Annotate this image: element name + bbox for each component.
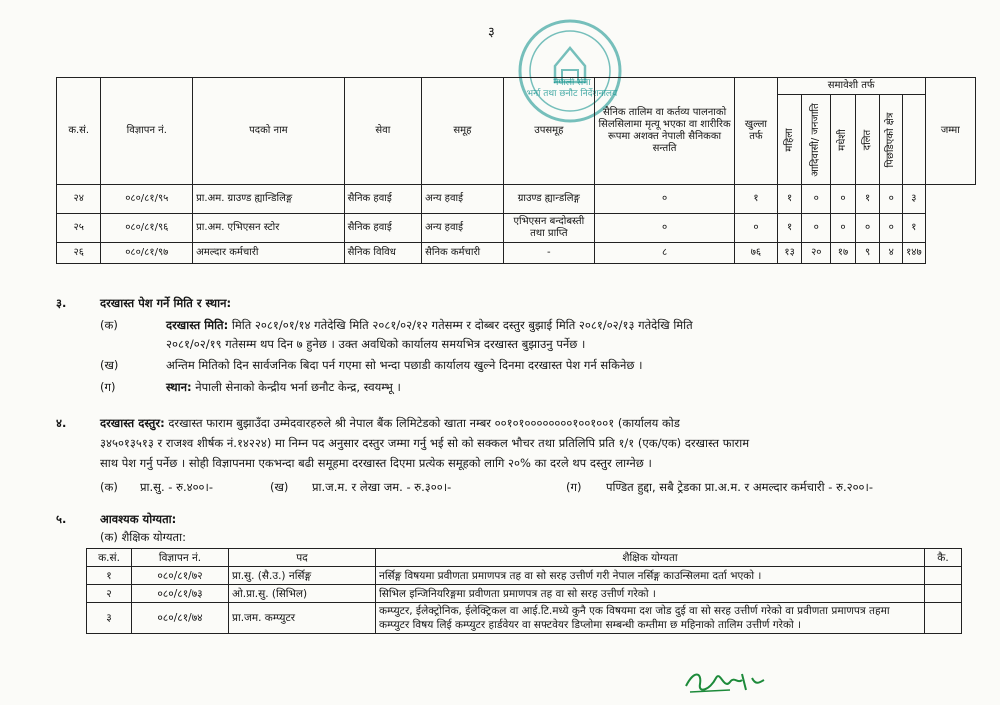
table-row: २४ ०८०/८१/९५ प्रा.अम. ग्राउण्ड ह्यान्डिलिङ्ग सैनिक हवाई अन्य हवाई ग्राउण्ड ह्यान्डलिङ्ग ० १ १ ० ० १ ० ३ (57, 185, 976, 214)
section3-ga-label: (ग) (100, 380, 116, 394)
qualification-table (86, 548, 962, 634)
section3-ka-title: दरखास्त मिति: (166, 318, 229, 332)
col-women: महिला (777, 95, 802, 185)
col-sn: क.सं. (57, 78, 101, 185)
fee-ga: पण्डित हुद्दा, सबै ट्रेडका प्रा.अ.म. र अमल्दार कर्मचारी - रु.२००।- (606, 480, 874, 494)
col-service: सेवा (344, 78, 421, 185)
section4-text1: दरखास्त फाराम बुझाउँदा उम्मेदवारहरुले श्री नेपाल बैंक लिमिटेडको खाता नम्बर ००१०१००००००००१००१००१ (कार्यालय कोड (168, 416, 680, 430)
section3-heading: दरखास्त पेश गर्ने मिति र स्थान: (100, 296, 232, 310)
col-madhesi: मधेशी (831, 95, 856, 185)
col-backward: पिछडिएको क्षेत्र (880, 95, 903, 185)
section4-number: ४. (56, 416, 67, 430)
table-row: २५ ०८०/८१/९६ प्रा.अम. एभिएसन स्टोर सैनिक हवाई अन्य हवाई एभिएसन बन्दोबस्ती तथा प्राप्ति ० ० १ ० ० ० ० १ (57, 214, 976, 243)
table-row: ३ ०८०/८१/७४ प्रा.जम. कम्प्युटर कम्प्युटर, ईलेक्ट्रोनिक, ईलेक्ट्रिकल वा आई.टि.मध्ये कुनै एक विषयमा दश जोड दुई वा सो सरह उत्तीर्ण गरेको वा प्रवीणता प्रमाणपत्र तहमा कम्प्युटर विषय लिई कम्प्युटर हार्डवेयर वा सफ्टवेयर डिप्लोमा सम्बन्धी कम्तीमा छ महिनाको तालिम उत्तीर्ण गरेको । (87, 603, 962, 634)
q-col-remarks: कै. (925, 549, 962, 567)
col-ad-no: विज्ञापन नं. (101, 78, 193, 185)
col-group: समूह (422, 78, 504, 185)
section5-sub: (क) शैक्षिक योग्यता: (100, 530, 186, 544)
seal-text: नेपाली सेना भर्ना तथा छनौट निर्देशनालय (526, 78, 618, 99)
signature (680, 660, 770, 700)
q-col-post: पद (229, 549, 376, 567)
vacancy-table (56, 77, 976, 264)
section4-line2: ३४५०१३५१३ र राजश्व शीर्षक नं.१४२२४) मा निम्न पद अनुसार दस्तुर जम्मा गर्नु भई सो को सक्कल भौचर तथा प्रतिलिपि प्रति १/१ (एक/एक) दरखास्त फाराम (100, 436, 750, 450)
section5-heading: आवश्यक योग्यता: (100, 512, 177, 526)
section3-ka-line2: २०८१/०२/१९ गतेसम्म थप दिन ७ हुनेछ । उक्त अवधिको कार्यालय समयभित्र दरखास्त बुझाउनु पर्नेछ । (166, 337, 586, 351)
fee-ka: प्रा.सु. - रु.४००।- (140, 480, 214, 494)
page-number: ३ (488, 25, 495, 40)
section3-ga-title: स्थान: (166, 380, 192, 394)
section3-ga-text: नेपाली सेनाको केन्द्रीय भर्ना छनौट केन्द्र, स्वयम्भू । (195, 380, 401, 394)
q-col-qual: शैक्षिक योग्यता (376, 549, 925, 567)
section3-ga-line (166, 378, 976, 396)
section3-number: ३. (56, 296, 67, 310)
section4-line1 (100, 414, 976, 432)
table-row: २ ०८०/८१/७३ ओ.प्रा.सु. (सिभिल) सिभिल इन्जिनियरिङ्गमा प्रवीणता प्रमाणपत्र तह वा सो सरह उत्तीर्ण गरेको । (87, 585, 962, 603)
q-col-ad-no: विज्ञापन नं. (132, 549, 229, 567)
section3-ka-text1: मिति २०८१/०१/१४ गतेदेखि मिति २०८१/०२/१२ गतेसम्म र दोब्बर दस्तुर बुझाई मिति २०८१/०२/१३ गतेदेखि मिति (231, 318, 693, 332)
q-col-sn: क.सं. (87, 549, 132, 567)
table-row: २६ ०८०/८१/९७ अमल्दार कर्मचारी सैनिक विविध सैनिक कर्मचारी - ८ ७६ १३ २० १७ ९ ४ १४७ (57, 243, 976, 264)
col-dalit: दलित (855, 95, 880, 185)
section4-line3: साथ पेश गर्नु पर्नेछ । सोही विज्ञापनमा एकभन्दा बढी समूहमा दरखास्त दिएमा प्रत्येक समूहको लागि २०% का दरले थप दस्तुर लाग्नेछ । (100, 456, 652, 470)
section3-kha-label: (ख) (100, 358, 119, 372)
fee-kha-label: (ख) (270, 480, 289, 494)
col-soldier-children: सैनिक तालिम वा कर्तव्य पालनाको सिलसिलामा मृत्यू भएका वा शारीरिक रूपमा अशक्त नेपाली सैनिकका सन्तति (595, 78, 735, 185)
col-subgroup: उपसमूह (503, 78, 594, 185)
fee-ga-label: (ग) (566, 480, 582, 494)
col-open: खुल्ला तर्फ (735, 78, 778, 185)
fee-ka-label: (क) (100, 480, 118, 494)
section5-number: ५. (56, 512, 67, 526)
col-total: जम्मा (925, 78, 975, 185)
section3-kha-text: अन्तिम मितिको दिन सार्वजनिक बिदा पर्न गएमा सो भन्दा पछाडी कार्यालय खुल्ने दिनमा दरखास्त पेश गर्न सकिनेछ । (166, 358, 643, 372)
col-post: पदको नाम (193, 78, 345, 185)
section4-title: दरखास्त दस्तुर: (100, 416, 165, 430)
section3-ka-label: (क) (100, 318, 118, 332)
fee-kha: प्रा.ज.म. र लेखा जम. - रु.३००।- (312, 480, 452, 494)
section3-ka-line1 (166, 316, 976, 334)
table-row: १ ०८०/८१/७२ प्रा.सु. (सै.उ.) नर्सिङ्ग नर्सिङ्ग विषयमा प्रवीणता प्रमाणपत्र तह वा सो सरह उत्तीर्ण गरी नेपाल नर्सिङ्ग काउन्सिलमा दर्ता भएको । (87, 567, 962, 585)
col-indigenous: आदिवासी/ जनजाति (802, 95, 831, 185)
col-inclusive: समावेशी तर्फ (777, 78, 925, 95)
